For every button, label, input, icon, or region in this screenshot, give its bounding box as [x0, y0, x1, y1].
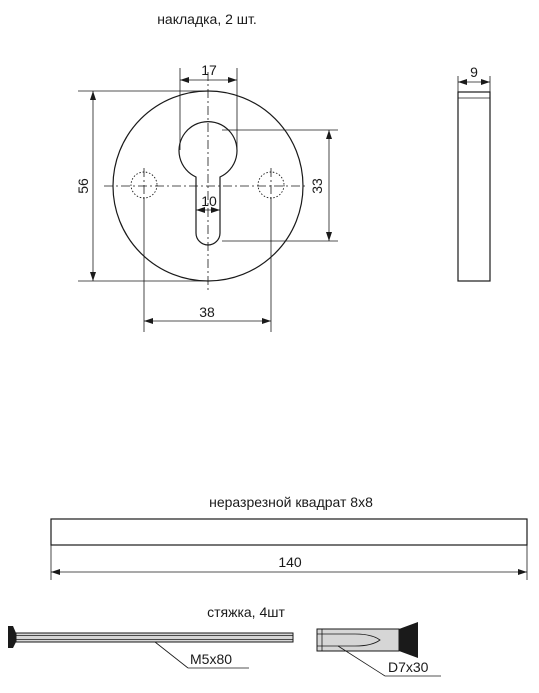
- sleeve: [317, 622, 441, 676]
- screw: [8, 626, 293, 668]
- dim-hole-spacing: 38: [199, 304, 215, 320]
- dim-slot-neck: 10: [201, 193, 217, 209]
- plate-side-outline: [458, 92, 490, 281]
- bar-title: неразрезной квадрат 8х8: [209, 494, 373, 510]
- dim-slot-height: 33: [309, 178, 325, 194]
- fasteners-drawing: [8, 604, 441, 676]
- plate-side-view: [458, 64, 490, 281]
- bar-drawing: [51, 494, 527, 580]
- dim-slot-width: 17: [201, 62, 217, 78]
- dim-thickness: 9: [470, 64, 478, 80]
- dim-outer-diameter: 56: [75, 178, 91, 194]
- sleeve-label: D7x30: [388, 659, 429, 675]
- bar-outline: [51, 519, 527, 545]
- plate-title: накладка, 2 шт.: [157, 11, 257, 27]
- screw-leader: [155, 642, 188, 668]
- plate-drawing: [75, 11, 338, 332]
- fasteners-title: стяжка, 4шт: [207, 604, 285, 620]
- screw-label: М5х80: [190, 651, 233, 667]
- dim-bar-length: 140: [278, 554, 302, 570]
